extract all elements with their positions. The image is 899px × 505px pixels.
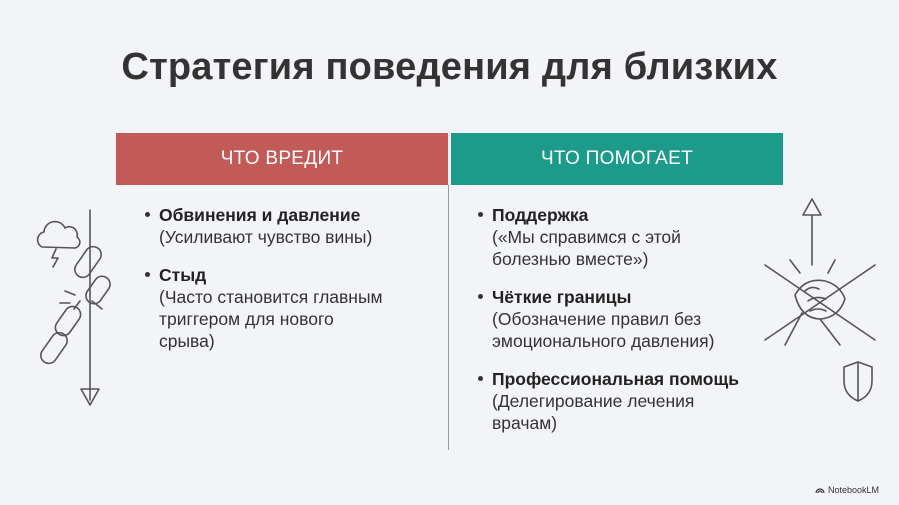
item-title: Стыд xyxy=(159,265,207,285)
list-item xyxy=(145,204,445,248)
list-item xyxy=(478,368,778,434)
list-item xyxy=(478,204,778,270)
page-title: Стратегия поведения для близких xyxy=(121,46,778,88)
brand-badge xyxy=(815,485,879,495)
broken-chain-icon xyxy=(38,243,113,366)
item-description: триггером для нового xyxy=(159,309,334,329)
storm-cloud-icon xyxy=(38,222,80,267)
help-column-header xyxy=(451,133,783,185)
harm-list xyxy=(145,204,445,368)
help-header-label: ЧТО ПОМОГАЕТ xyxy=(540,148,694,169)
right-illustration xyxy=(760,195,880,415)
item-description: («Мы справимся с этой xyxy=(492,227,681,247)
item-description: эмоционального давления) xyxy=(492,331,715,351)
item-description: болезнью вместе») xyxy=(492,249,649,269)
item-title: Поддержка xyxy=(492,205,589,225)
brand-label: NotebookLM xyxy=(827,485,879,495)
harm-header-label: ЧТО ВРЕДИТ xyxy=(220,148,344,169)
list-item xyxy=(145,264,445,352)
item-description: (Усиливают чувство вины) xyxy=(159,227,373,247)
harm-column-header xyxy=(116,133,448,185)
item-description: (Часто становится главным xyxy=(159,287,383,307)
clasped-hands-icon xyxy=(765,260,875,345)
left-illustration xyxy=(30,205,130,415)
item-title: Обвинения и давление xyxy=(159,205,361,225)
shield-icon xyxy=(844,362,872,401)
down-arrow-icon xyxy=(81,210,99,405)
item-description: врачам) xyxy=(492,413,558,433)
item-description: (Делегирование лечения xyxy=(492,391,695,411)
item-title: Чёткие границы xyxy=(492,287,632,307)
up-arrow-icon xyxy=(803,199,821,265)
item-description: (Обозначение правил без xyxy=(492,309,702,329)
list-item xyxy=(478,286,778,352)
notebooklm-logo-icon xyxy=(815,486,825,494)
help-list xyxy=(478,204,778,450)
item-description: срыва) xyxy=(159,331,215,351)
item-title: Профессиональная помощь xyxy=(492,369,739,389)
column-divider xyxy=(448,185,449,450)
